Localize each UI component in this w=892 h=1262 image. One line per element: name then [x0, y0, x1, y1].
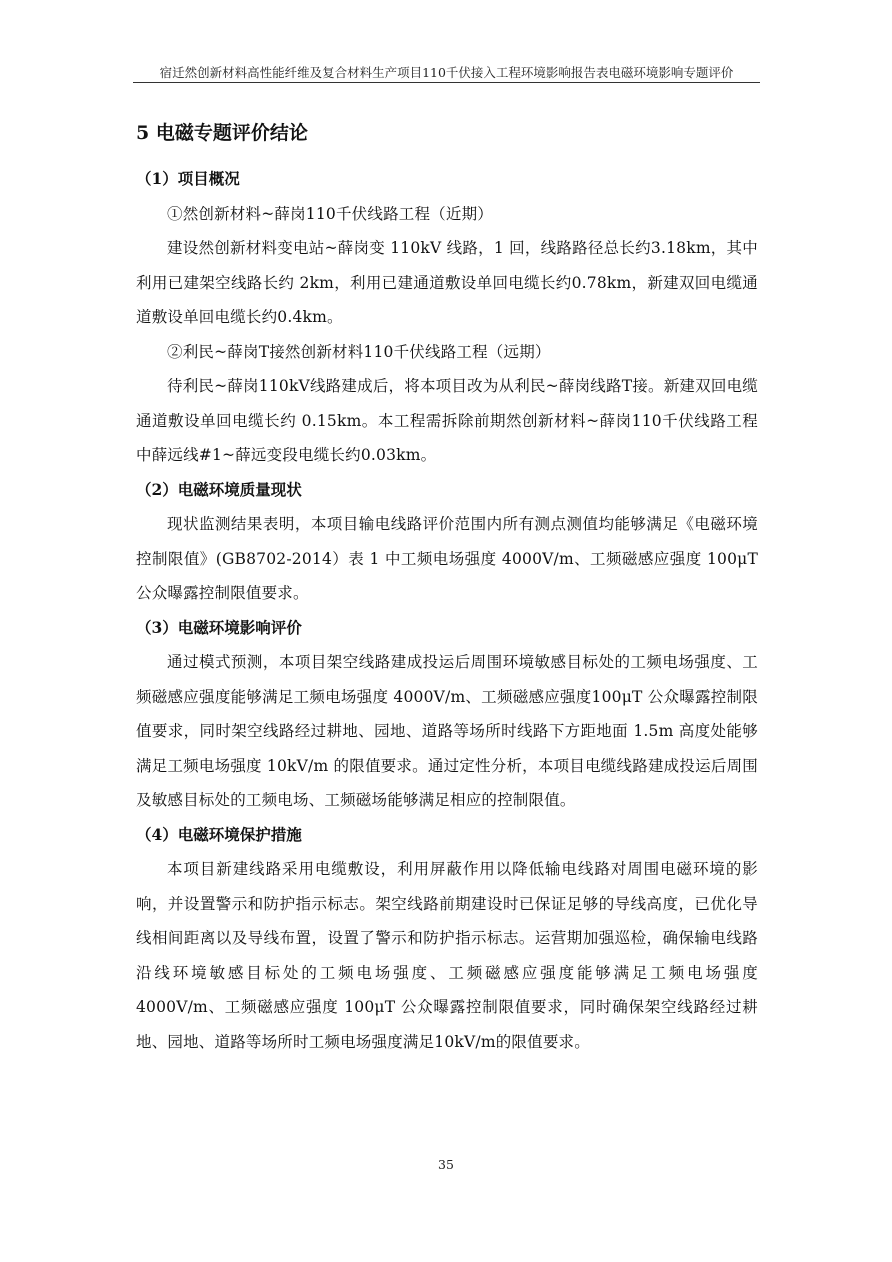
paragraph: ②利民~薛岗T接然创新材料110千伏线路工程（远期）	[167, 342, 551, 361]
section-heading: （3）电磁环境影响评价	[136, 617, 302, 637]
paragraph: ①然创新材料~薛岗110千伏线路工程（近期）	[167, 204, 493, 223]
section-em-impact-assessment	[136, 611, 758, 818]
paragraph: 建设然创新材料变电站~薛岗变 110kV 线路，1 回，线路路径总长约3.18km，其中利用已建架空线路长约 2km，利用已建通道敷设单回电缆长约0.78km，新建双回电缆通道敷设单回电缆长约0.4km。	[136, 239, 758, 326]
paragraph: 本项目新建线路采用电缆敷设，利用屏蔽作用以降低输电线路对周围电磁环境的影响，并设置警示和防护指示标志。架空线路前期建设时已保证足够的导线高度，已优化导线相间距离以及导线布置，设置了警示和防护指示标志。运营期加强巡检，确保输电线路沿线环境敏感目标处的工频电场强度、工频磁感应强度能够满足工频电场强度 4000V/m、工频磁感应强度 100μT 公众曝露控制限值要求，同时确保架空线路经过耕地、园地、道路等场所时工频电场强度满足10kV/m的限值要求。	[136, 860, 758, 1051]
paragraph: 现状监测结果表明，本项目输电线路评价范围内所有测点测值均能够满足《电磁环境控制限值》(GB8702-2014）表 1 中工频电场强度 4000V/m、工频磁感应强度 100μT 公众曝露控制限值要求。	[136, 515, 758, 602]
page-number: 35	[438, 1157, 454, 1172]
chapter-title: 5 电磁专题评价结论	[136, 122, 308, 144]
running-header: 宿迁然创新材料高性能纤维及复合材料生产项目110千伏接入工程环境影响报告表电磁环境影响专题评价	[159, 65, 734, 80]
header-rule	[133, 82, 760, 83]
paragraph: 待利民~薛岗110kV线路建成后，将本项目改为从利民~薛岗线路T接。新建双回电缆通道敷设单回电缆长约 0.15km。本工程需拆除前期然创新材料~薛岗110千伏线路工程中薛远线#1~薛远变段电缆长约0.03km。	[136, 377, 758, 464]
section-heading: （4）电磁环境保护措施	[136, 824, 302, 844]
section-em-quality-status	[136, 473, 758, 611]
page-content	[136, 118, 758, 1059]
section-em-protection-measures	[136, 818, 758, 1060]
section-heading: （2）电磁环境质量现状	[136, 479, 302, 499]
section-heading: （1）项目概况	[136, 169, 240, 188]
paragraph: 通过模式预测，本项目架空线路建成投运后周围环境敏感目标处的工频电场强度、工频磁感应强度能够满足工频电场强度 4000V/m、工频磁感应强度100μT 公众曝露控制限值要求，同时架空线路经过耕地、园地、道路等场所时线路下方距地面 1.5m 高度处能够满足工频电场强度 10kV/m 的限值要求。通过定性分析，本项目电缆线路建成投运后周围及敏感目标处的工频电场、工频磁场能够满足相应的控制限值。	[136, 653, 758, 809]
section-project-overview	[136, 162, 758, 473]
